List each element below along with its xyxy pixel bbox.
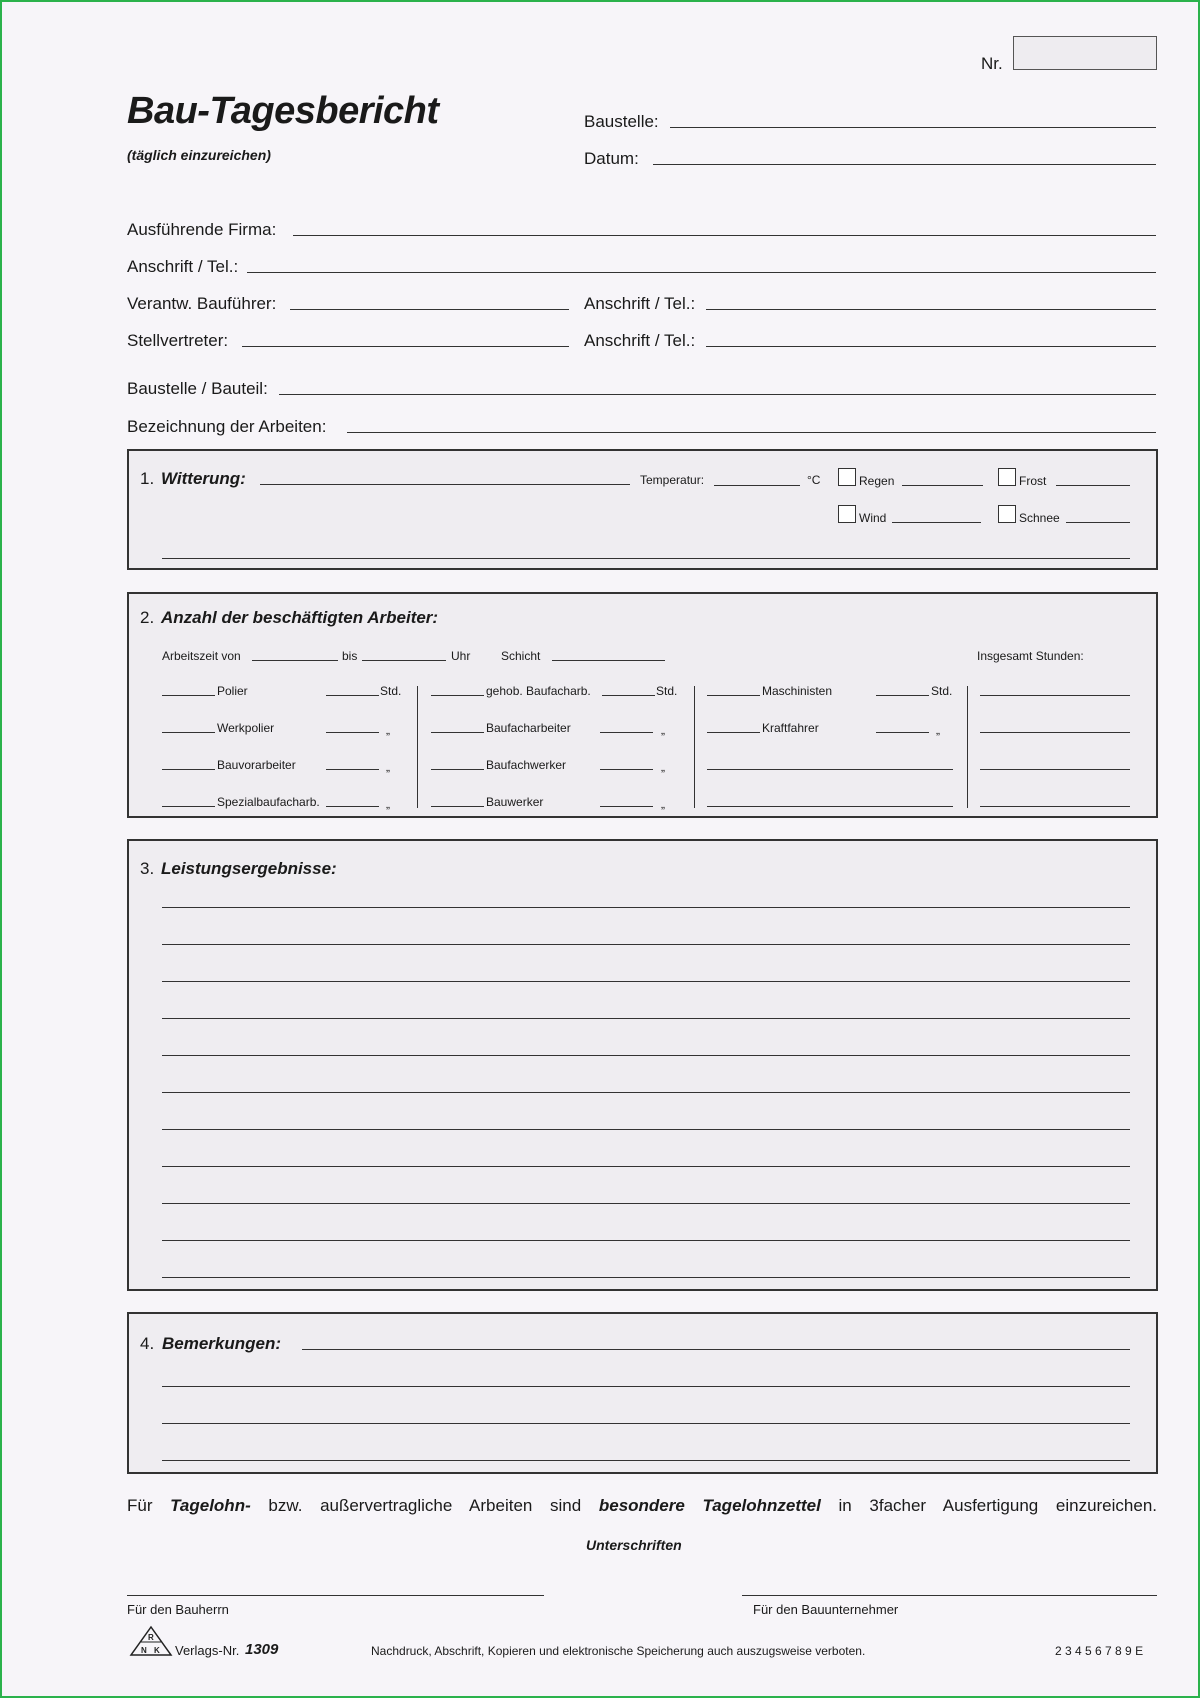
std-label: Std. bbox=[380, 684, 402, 698]
ditto-mark: „ bbox=[936, 723, 940, 737]
regen-label: Regen bbox=[859, 474, 895, 488]
kraftfahrer-count[interactable] bbox=[707, 732, 760, 733]
section3-title: Leistungsergebnisse: bbox=[161, 859, 337, 878]
anschrift-field[interactable] bbox=[247, 272, 1156, 273]
insgesamt-label: Insgesamt Stunden: bbox=[977, 649, 1084, 663]
bemerkung-line[interactable] bbox=[162, 1460, 1130, 1461]
nr-label: Nr. bbox=[981, 54, 1003, 73]
signature-bauunternehmer-line[interactable] bbox=[742, 1595, 1157, 1596]
rnk-logo bbox=[129, 1625, 173, 1657]
section1-num: 1. bbox=[140, 469, 155, 488]
insgesamt-line[interactable] bbox=[980, 695, 1130, 696]
leistung-line[interactable] bbox=[162, 1129, 1130, 1130]
arbeitszeit-von-field[interactable] bbox=[252, 660, 338, 661]
leistung-line[interactable] bbox=[162, 1240, 1130, 1241]
bauherr-label: Für den Bauherrn bbox=[127, 1602, 229, 1617]
copyright-notice: Nachdruck, Abschrift, Kopieren und elektronische Speicherung auch auszugsweise verboten. bbox=[371, 1644, 866, 1658]
note-bold: besondere Tagelohnzettel bbox=[598, 1496, 821, 1515]
insgesamt-line[interactable] bbox=[980, 806, 1130, 807]
wind-checkbox[interactable] bbox=[838, 505, 856, 523]
leistung-line[interactable] bbox=[162, 981, 1130, 982]
std-label: Std. bbox=[931, 684, 953, 698]
werkpolier-count[interactable] bbox=[162, 732, 215, 733]
leistung-line[interactable] bbox=[162, 907, 1130, 908]
note-bold: Tagelohn- bbox=[170, 1496, 251, 1515]
col2-label: Baufacharbeiter bbox=[486, 721, 571, 735]
anschrift3-field[interactable] bbox=[706, 346, 1156, 347]
witterung-field[interactable] bbox=[260, 484, 630, 485]
bauführer-label: Verantw. Bauführer: bbox=[127, 294, 277, 313]
arbeitszeit-label: Arbeitszeit von bbox=[162, 649, 241, 663]
leistung-line[interactable] bbox=[162, 1277, 1130, 1278]
col2-label: gehob. Baufacharb. bbox=[486, 684, 591, 698]
baufachwerker-std[interactable] bbox=[600, 769, 653, 770]
section2-title: Anzahl der beschäftigten Arbeiter: bbox=[161, 608, 439, 627]
col3-label: Maschinisten bbox=[762, 684, 833, 698]
ditto-mark: „ bbox=[661, 797, 665, 811]
datum-label: Datum: bbox=[584, 149, 639, 168]
anschrift3-label: Anschrift / Tel.: bbox=[584, 331, 696, 350]
celsius-label: °C bbox=[807, 473, 821, 487]
firma-label: Ausführende Firma: bbox=[127, 220, 277, 239]
insgesamt-line[interactable] bbox=[980, 769, 1130, 770]
col1-label: Werkpolier bbox=[217, 721, 275, 735]
schnee-field[interactable] bbox=[1066, 522, 1130, 523]
uhr-label: Uhr bbox=[451, 649, 471, 663]
column-divider bbox=[417, 686, 418, 808]
std-label: Std. bbox=[656, 684, 678, 698]
schnee-checkbox[interactable] bbox=[998, 505, 1016, 523]
bemerkung-line[interactable] bbox=[162, 1386, 1130, 1387]
frost-label: Frost bbox=[1019, 474, 1047, 488]
witterung-section bbox=[127, 449, 1158, 570]
ditto-mark: „ bbox=[386, 797, 390, 811]
witterung-extra-line[interactable] bbox=[162, 558, 1130, 559]
baufachwerker-count[interactable] bbox=[431, 769, 484, 770]
ditto-mark: „ bbox=[386, 760, 390, 774]
section1-title: Witterung: bbox=[161, 469, 246, 488]
ditto-mark: „ bbox=[386, 723, 390, 737]
leistung-line[interactable] bbox=[162, 1018, 1130, 1019]
bauvorarbeiter-count[interactable] bbox=[162, 769, 215, 770]
schicht-field[interactable] bbox=[552, 660, 665, 661]
polier-count[interactable] bbox=[162, 695, 215, 696]
schnee-label: Schnee bbox=[1019, 511, 1060, 525]
schicht-label: Schicht bbox=[501, 649, 541, 663]
verlag-number: 1309 bbox=[245, 1641, 279, 1658]
col2-label: Bauwerker bbox=[486, 795, 544, 809]
column-divider bbox=[967, 686, 968, 808]
datum-field[interactable] bbox=[653, 164, 1156, 165]
bezeichnung-field[interactable] bbox=[347, 432, 1156, 433]
frost-field[interactable] bbox=[1056, 485, 1130, 486]
stellvertreter-label: Stellvertreter: bbox=[127, 331, 229, 350]
section3-num: 3. bbox=[140, 859, 155, 878]
svg-text:K: K bbox=[154, 1646, 160, 1655]
arbeiter-section bbox=[127, 592, 1158, 818]
spezialbaufacharb-count[interactable] bbox=[162, 806, 215, 807]
baufacharbeiter-count[interactable] bbox=[431, 732, 484, 733]
section4-num: 4. bbox=[140, 1334, 155, 1353]
maschinisten-count[interactable] bbox=[707, 695, 760, 696]
signature-bauherr-line[interactable] bbox=[127, 1595, 544, 1596]
col2-label: Baufachwerker bbox=[486, 758, 567, 772]
col3-extra-line[interactable] bbox=[707, 806, 953, 807]
ditto-mark: „ bbox=[661, 760, 665, 774]
bemerkungen-section bbox=[127, 1312, 1158, 1474]
regen-field[interactable] bbox=[902, 485, 983, 486]
kraftfahrer-std[interactable] bbox=[876, 732, 929, 733]
col1-label: Spezialbaufacharb. bbox=[217, 795, 320, 809]
section4-title: Bemerkungen: bbox=[162, 1334, 282, 1353]
col3-label: Kraftfahrer bbox=[762, 721, 819, 735]
bemerkung-line[interactable] bbox=[162, 1423, 1130, 1424]
temperatur-label: Temperatur: bbox=[640, 473, 705, 487]
wind-label: Wind bbox=[859, 511, 887, 525]
leistung-line[interactable] bbox=[162, 1092, 1130, 1093]
bauwerker-std[interactable] bbox=[600, 806, 653, 807]
form-title: Bau-Tagesbericht bbox=[127, 90, 439, 132]
baustelle-label: Baustelle: bbox=[584, 112, 659, 131]
section2-num: 2. bbox=[140, 608, 155, 627]
bauführer-field[interactable] bbox=[290, 309, 569, 310]
bezeichnung-label: Bezeichnung der Arbeiten: bbox=[127, 417, 327, 436]
gehob-count[interactable] bbox=[431, 695, 484, 696]
note-part: bzw. außervertragliche Arbeiten sind bbox=[268, 1496, 582, 1515]
temperatur-field[interactable] bbox=[714, 485, 800, 486]
baustelle-field[interactable] bbox=[670, 127, 1156, 128]
bauteil-field[interactable] bbox=[279, 394, 1156, 395]
col1-label: Bauvorarbeiter bbox=[217, 758, 296, 772]
leistung-line[interactable] bbox=[162, 1166, 1130, 1167]
col1-label: Polier bbox=[217, 684, 248, 698]
arbeitszeit-bis-field[interactable] bbox=[362, 660, 446, 661]
bauwerker-count[interactable] bbox=[431, 806, 484, 807]
form-subtitle: (täglich einzureichen) bbox=[127, 147, 271, 163]
svg-text:N: N bbox=[141, 1646, 147, 1655]
bis-label: bis bbox=[342, 649, 358, 663]
stellvertreter-field[interactable] bbox=[242, 346, 569, 347]
column-divider bbox=[694, 686, 695, 808]
polier-std[interactable] bbox=[326, 695, 379, 696]
werkpolier-std[interactable] bbox=[326, 732, 379, 733]
leistung-line[interactable] bbox=[162, 944, 1130, 945]
note-part: in 3facher Ausfertigung einzureichen. bbox=[838, 1496, 1158, 1515]
gehob-std[interactable] bbox=[602, 695, 655, 696]
anschrift2-field[interactable] bbox=[706, 309, 1156, 310]
baufacharbeiter-std[interactable] bbox=[600, 732, 653, 733]
bauvorarbeiter-std[interactable] bbox=[326, 769, 379, 770]
leistungsergebnisse-section bbox=[127, 839, 1158, 1291]
svg-text:R: R bbox=[148, 1633, 154, 1642]
insgesamt-line[interactable] bbox=[980, 732, 1130, 733]
bauteil-label: Baustelle / Bauteil: bbox=[127, 379, 268, 398]
note-part: Für bbox=[127, 1496, 153, 1515]
tagelohn-note bbox=[127, 1496, 1157, 1516]
form-page: Nr. Bau-Tagesbericht (täglich einzureichen) Baustelle: Datum: Ausführende Firma: Anschrift / Tel.: Verantw. Bauführer: Anschrift / Tel.: Stellvertreter: Anschrift / Tel.: Baustelle / Bauteil: Bezeichnung der Arbeiten: 1. Witterung: Temperatur: °C Regen Frost Wind Schnee 2. Anzahl der beschäftigten Arbeiter: Arbeitszeit von bis Uhr Schicht Insgesamt Stunden: Polier Std. Werkpolier „ Bauvorarbeiter „ Spezialbaufacharb. „ gehob. Baufacharb. Std. Baufacharbeiter „ Baufachwerker „ Bauwerker „ Maschinisten Std. Kraftfahrer „ 3. Leistungsergebnisse: 4. Bemerkungen: Für Tagelohn- bzw. außervertragliche Arbeiten sind besondere Tagelohnzettel in 3facher Ausfertigung einzureichen. Unterschriften Für den Bauherrn Für den Bauunternehmer R N K Verlags-Nr. 1309 Nachdruck, Abschrift, Kopieren und elektronische Speicherung auch auszugsweise verboten. 2 3 4 5 6 7 8 9 E bbox=[0, 0, 1200, 1698]
maschinisten-std[interactable] bbox=[876, 695, 929, 696]
verlag-label: Verlags-Nr. bbox=[175, 1643, 240, 1658]
firma-field[interactable] bbox=[293, 235, 1156, 236]
form-code: 2 3 4 5 6 7 8 9 E bbox=[1055, 1644, 1144, 1658]
nr-field[interactable] bbox=[1013, 36, 1157, 70]
leistung-line[interactable] bbox=[162, 1055, 1130, 1056]
wind-field[interactable] bbox=[892, 522, 981, 523]
spezialbaufacharb-std[interactable] bbox=[326, 806, 379, 807]
anschrift-label: Anschrift / Tel.: bbox=[127, 257, 239, 276]
regen-checkbox[interactable] bbox=[838, 468, 856, 486]
anschrift2-label: Anschrift / Tel.: bbox=[584, 294, 696, 313]
ditto-mark: „ bbox=[661, 723, 665, 737]
frost-checkbox[interactable] bbox=[998, 468, 1016, 486]
bauunternehmer-label: Für den Bauunternehmer bbox=[753, 1602, 899, 1617]
col3-extra-line[interactable] bbox=[707, 769, 953, 770]
leistung-line[interactable] bbox=[162, 1203, 1130, 1204]
bemerkung-line[interactable] bbox=[302, 1349, 1130, 1350]
